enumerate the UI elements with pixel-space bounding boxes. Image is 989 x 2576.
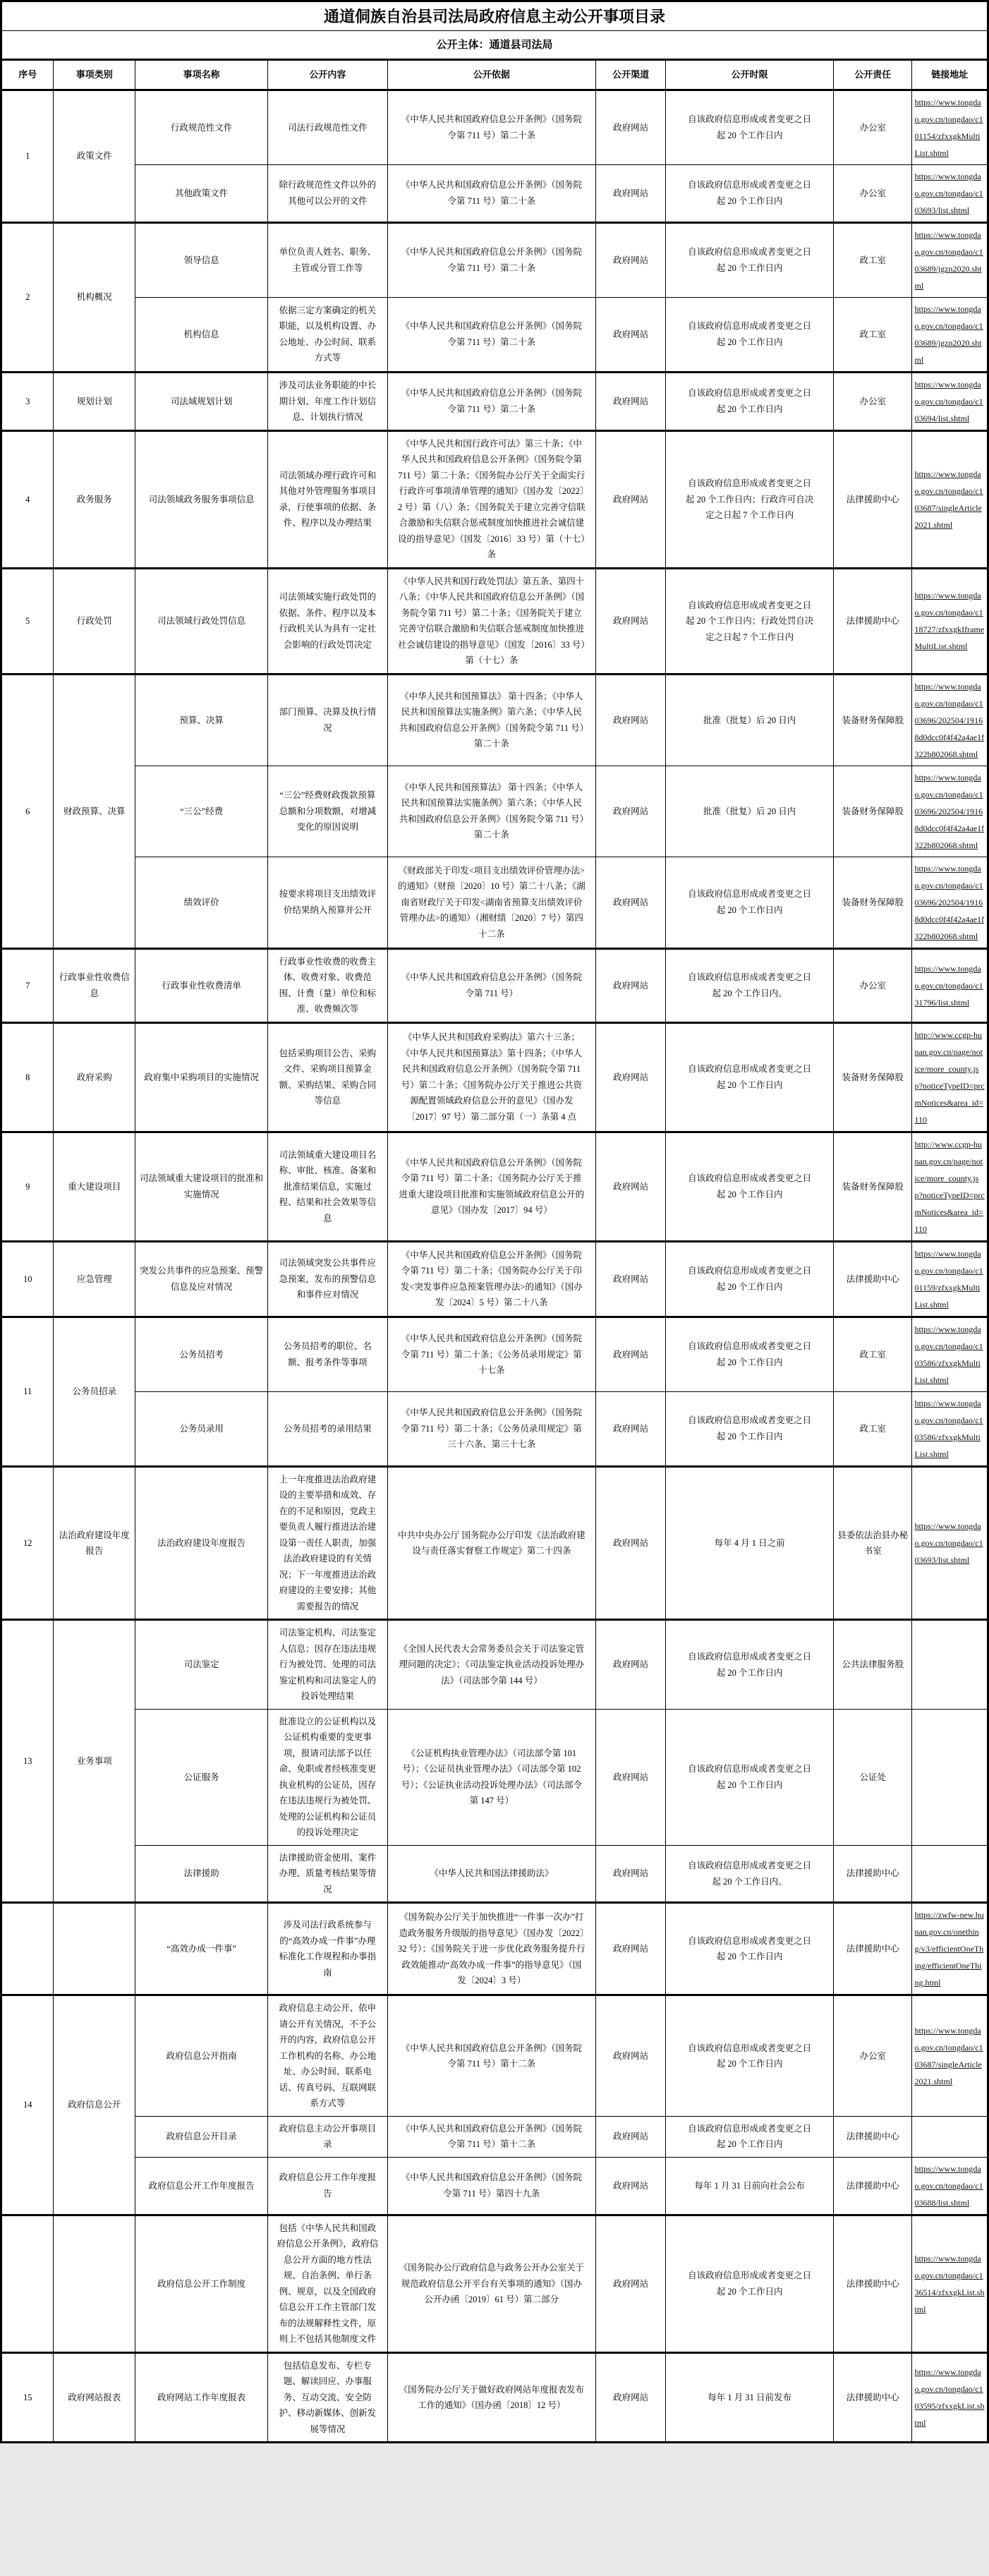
table-row <box>1 2116 988 2157</box>
item-name-cell: 政府信息公开工作年度报告 <box>135 2157 268 2215</box>
content-cell: 司法行政规范性文件 <box>268 90 387 164</box>
item-name-cell: “高效办成一件事” <box>135 1903 268 1995</box>
channel-cell: 政府网站 <box>596 1903 666 1995</box>
content-cell: 政府信息主动公开事项目录 <box>268 2116 387 2157</box>
link-cell <box>912 2157 988 2215</box>
deadline-cell: 自该政府信息形成或者变更之日起 20 个工作日内 <box>666 2215 834 2352</box>
item-name-cell: “三公”经费 <box>135 766 268 857</box>
channel-cell: 政府网站 <box>596 568 666 674</box>
item-link[interactable]: https://www.tongdao.gov.cn/tongdao/c101159/zfxxgkMultiList.shtml <box>914 1248 983 1310</box>
table-row <box>1 164 988 222</box>
category-cell: 政务服务 <box>54 430 135 568</box>
link-cell <box>912 1903 988 1995</box>
content-cell: 按要求将项目支出绩效评价结果纳入预算并公开 <box>268 857 387 948</box>
content-cell: 涉及司法业务职能的中长期计划、年度工作计划信息、计划执行情况 <box>268 372 387 430</box>
basis-cell: 《中华人民共和国预算法》 第十四条；《中华人民共和国预算法实施条例》第六条；《中华人民共和国政府信息公开条例》（国务院令第 711 号）第二十条 <box>387 766 596 857</box>
dept-cell: 公证处 <box>833 1709 912 1845</box>
deadline-cell: 自该政府信息形成或者变更之日起 20 个工作日内 <box>666 222 834 297</box>
page-title: 通道侗族自治县司法局政府信息主动公开事项目录 <box>1 1 988 31</box>
column-header-channel: 公开渠道 <box>596 60 666 90</box>
seq-cell: 9 <box>1 1132 54 1241</box>
deadline-cell: 批准（批复）后 20 日内 <box>666 674 834 766</box>
content-cell: 政府信息主动公开、依申请公开有关情况，不予公开的内容，政府信息公开工作机构的名称、办公地址、办公时间、联系电话、传真号码、互联网联系方式等 <box>268 1995 387 2117</box>
table-row <box>1 2157 988 2215</box>
basis-cell: 《中华人民共和国政府信息公开条例》（国务院令第 711 号）第二十条 <box>387 164 596 222</box>
dept-cell: 法律援助中心 <box>833 1903 912 1995</box>
item-name-cell: 法治政府建设年度报告 <box>135 1466 268 1620</box>
content-cell: 行政事业性收费的收费主体、收费对象、收费范围、计费（量）单位和标准、收费频次等 <box>268 948 387 1022</box>
subtitle-row <box>1 31 988 60</box>
link-cell <box>912 2116 988 2157</box>
channel-cell: 政府网站 <box>596 766 666 857</box>
table-row <box>1 1620 988 1710</box>
table-row <box>1 1241 988 1317</box>
basis-cell: 《中华人民共和国政府信息公开条例》（国务院令第 711 号） <box>387 948 596 1022</box>
column-header-item-name: 事项名称 <box>135 60 268 90</box>
content-cell: 司法领域实施行政处罚的依据、条件、程序以及本行政机关认为具有一定社会影响的行政处罚决定 <box>268 568 387 674</box>
deadline-cell: 自该政府信息形成或者变更之日起 20 个工作日内 <box>666 1241 834 1317</box>
category-cell: 业务事项 <box>54 1620 135 1903</box>
table-row <box>1 1022 988 1132</box>
link-cell <box>912 1466 988 1620</box>
item-name-cell: 司法域规划计划 <box>135 372 268 430</box>
dept-cell: 法律援助中心 <box>833 568 912 674</box>
basis-cell: 《中华人民共和国政府信息公开条例》（国务院令第 711 号）第二十条；《国务院办公厅关于印发<突发事件应急预案管理办法>的通知》（国办发〔2024〕5 号）第二十八条 <box>387 1241 596 1317</box>
link-cell <box>912 1241 988 1317</box>
table-row <box>1 1995 988 2117</box>
deadline-cell: 每年 4 月 1 日之前 <box>666 1466 834 1620</box>
link-cell <box>912 90 988 164</box>
dept-cell: 办公室 <box>833 90 912 164</box>
channel-cell: 政府网站 <box>596 2215 666 2352</box>
dept-cell: 县委依法治县办秘书室 <box>833 1466 912 1620</box>
item-name-cell: 政府信息公开目录 <box>135 2116 268 2157</box>
table-row <box>1 2215 988 2352</box>
category-cell: 法治政府建设年度报告 <box>54 1466 135 1620</box>
deadline-cell: 自该政府信息形成或者变更之日起 20 个工作日内 <box>666 164 834 222</box>
basis-cell: 《中华人民共和国政府信息公开条例》（国务院令第 711 号）第十二条 <box>387 2116 596 2157</box>
category-cell: 政策文件 <box>54 90 135 222</box>
seq-cell: 3 <box>1 372 54 430</box>
channel-cell: 政府网站 <box>596 1241 666 1317</box>
dept-cell: 法律援助中心 <box>833 2215 912 2352</box>
link-cell <box>912 297 988 372</box>
link-cell <box>912 1995 988 2117</box>
item-name-cell: 政府信息公开指南 <box>135 1995 268 2117</box>
table-row <box>1 948 988 1022</box>
deadline-cell: 每年 1 月 31 日前发布 <box>666 2352 834 2443</box>
item-link[interactable]: https://www.tongdao.gov.cn/tongdao/c103586/zfxxgkMultiList.shtml <box>914 1398 983 1459</box>
column-header-content: 公开内容 <box>268 60 387 90</box>
seq-cell: 12 <box>1 1466 54 1620</box>
deadline-cell: 自该政府信息形成或者变更之日起 20 个工作日内 <box>666 1620 834 1710</box>
basis-cell: 《中华人民共和国政府信息公开条例》（国务院令第 711 号）第二十条 <box>387 222 596 297</box>
basis-cell: 《中华人民共和国政府信息公开条例》（国务院令第 711 号）第二十条 <box>387 372 596 430</box>
title-row <box>1 1 988 31</box>
table-row <box>1 2352 988 2443</box>
seq-cell: 13 <box>1 1620 54 1903</box>
link-cell <box>912 164 988 222</box>
deadline-cell: 自该政府信息形成或者变更之日起 20 个工作日内。 <box>666 948 834 1022</box>
item-link[interactable]: https://www.tongdao.gov.cn/tongdao/c103687/singleArticle2021.shtml <box>914 468 983 530</box>
seq-cell: 2 <box>1 222 54 372</box>
table-row <box>1 1317 988 1391</box>
link-cell <box>912 1620 988 1710</box>
table-row <box>1 372 988 430</box>
item-name-cell: 政府信息公开工作制度 <box>135 2215 268 2352</box>
seq-cell <box>1 2215 54 2352</box>
basis-cell: 《中华人民共和国政府信息公开条例》（国务院令第 711 号）第二十条 <box>387 90 596 164</box>
basis-cell: 《公证机构执业管理办法》（司法部令第 101 号）；《公证员执业管理办法》（司法部令第 102 号）；《公证执业活动投诉处理办法》（司法部令第 147 号） <box>387 1709 596 1845</box>
item-link[interactable]: https://www.tongdao.gov.cn/tongdao/c103688/list.shtml <box>914 2163 983 2208</box>
table-row <box>1 430 988 568</box>
content-cell: 上一年度推进法治政府建设的主要举措和成效、存在的不足和原因，党政主要负责人履行推进法治建设第一责任人职责，加强法治政府建设的有关情况；下一年度推进法治政府建设的主要安排；其他需要报告的情况 <box>268 1466 387 1620</box>
deadline-cell: 自该政府信息形成或者变更之日起 20 个工作日内 <box>666 1903 834 1995</box>
deadline-cell: 自该政府信息形成或者变更之日起 20 个工作日内 <box>666 1317 834 1391</box>
content-cell: 部门预算、决算及执行情况 <box>268 674 387 766</box>
link-cell <box>912 1709 988 1845</box>
content-cell: 法律援助资金使用、案件办理、质量考核结果等情况 <box>268 1845 387 1903</box>
deadline-cell: 自该政府信息形成或者变更之日起 20 个工作日内 <box>666 1995 834 2117</box>
content-cell: 公务员招考的职位、名额、报考条件等事项 <box>268 1317 387 1391</box>
item-name-cell: 政府集中采购项目的实施情况 <box>135 1022 268 1132</box>
column-header-seq: 序号 <box>1 60 54 90</box>
link-cell <box>912 1317 988 1391</box>
deadline-cell: 自该政府信息形成或者变更之日起 20 个工作日内 <box>666 297 834 372</box>
deadline-cell: 自该政府信息形成或者变更之日起 20 个工作日内 <box>666 1132 834 1241</box>
seq-cell: 5 <box>1 568 54 674</box>
basis-cell: 《财政部关于印发<项目支出绩效评价管理办法>的通知》（财预〔2020〕10 号）第二十八条；《湖南省财政厅关于印发<湖南省预算支出绩效评价管理办法>的通知）（湘财绩〔2020〕7 号）第四十二条 <box>387 857 596 948</box>
dept-cell: 办公室 <box>833 372 912 430</box>
item-link[interactable]: https://zwfw-new.hunan.gov.cn/onething/v3/efficientOneThing/efficientOneThing.html <box>914 1910 984 1988</box>
category-cell: 机构概况 <box>54 222 135 372</box>
item-name-cell: 其他政策文件 <box>135 164 268 222</box>
link-cell <box>912 2215 988 2352</box>
channel-cell: 政府网站 <box>596 674 666 766</box>
basis-cell: 《中华人民共和国行政许可法》第三十条；《中华人民共和国政府信息公开条例》（国务院令第 711 号）第二十条；《国务院办公厅关于全面实行行政许可事项清单管理的通知》（国办发〔2022〕2 号）第（八）条；《国务院关于建立完善守信联合激励和失信联合惩戒制度加快推进社会诚信建设的指导意见》（国发〔2016〕33 号）第（十七）条 <box>387 430 596 568</box>
item-name-cell: 机构信息 <box>135 297 268 372</box>
channel-cell: 政府网站 <box>596 2157 666 2215</box>
content-cell: 单位负责人姓名、职务、主管或分管工作等 <box>268 222 387 297</box>
seq-cell: 10 <box>1 1241 54 1317</box>
table-row <box>1 568 988 674</box>
item-link[interactable]: https://www.tongdao.gov.cn/tongdao/c103696/202504/19168d0dcc0f4f42a4ae1f322b802068.shtml <box>914 863 985 941</box>
dept-cell: 公共法律服务股 <box>833 1620 912 1710</box>
content-cell: 涉及司法行政系统参与的“高效办成一件事”办理标准化工作规程和办事指南 <box>268 1903 387 1995</box>
basis-cell: 《中华人民共和国政府信息公开条例》（国务院令第 711 号）第二十条；《国务院办公厅关于推进重大建设项目批准和实施领域政府信息公开的意见》（国办发〔2017〕94 号） <box>387 1132 596 1241</box>
dept-cell: 办公室 <box>833 948 912 1022</box>
basis-cell: 《国务院办公厅政府信息与政务公开办公室关于规范政府信息公开平台有关事项的通知》（国办公开办函〔2019〕61 号）第二部分 <box>387 2215 596 2352</box>
link-cell <box>912 1845 988 1903</box>
item-name-cell: 司法领域重大建设项目的批准和实施情况 <box>135 1132 268 1241</box>
table-row <box>1 766 988 857</box>
category-cell: 政府网站报表 <box>54 2352 135 2443</box>
content-cell: 包括采购项目公告、采购文件、采购项目预算金额、采购结果、采购合同等信息 <box>268 1022 387 1132</box>
seq-cell <box>1 1903 54 1995</box>
dept-cell: 法律援助中心 <box>833 1845 912 1903</box>
channel-cell: 政府网站 <box>596 297 666 372</box>
channel-cell: 政府网站 <box>596 1132 666 1241</box>
item-link[interactable]: https://www.tongdao.gov.cn/tongdao/c103595/zfxxgkList.shtml <box>914 2367 985 2429</box>
link-cell <box>912 1132 988 1241</box>
category-cell: 财政预算、决算 <box>54 674 135 948</box>
content-cell: 包括信息发布、专栏专题、解读回应、办事服务、互动交流、安全防护、移动新媒体、创新发展等情况 <box>268 2352 387 2443</box>
item-name-cell: 突发公共事件的应急预案、预警信息及应对情况 <box>135 1241 268 1317</box>
deadline-cell: 自该政府信息形成或者变更之日起 20 个工作日内；行政许可自决定之日起 7 个工作日内 <box>666 430 834 568</box>
seq-cell: 11 <box>1 1317 54 1466</box>
dept-cell: 法律援助中心 <box>833 2116 912 2157</box>
link-cell <box>912 766 988 857</box>
dept-cell: 政工室 <box>833 1391 912 1466</box>
item-name-cell: 司法鉴定 <box>135 1620 268 1710</box>
table-row <box>1 90 988 164</box>
basis-cell: 《中华人民共和国政府采购法》第六十三条；《中华人民共和国预算法》第十四条；《中华人民共和国政府信息公开条例》（国务院令第 711 号）第二十条；《国务院办公厅关于推进公共资源配置领域政府信息公开的意见》（国办发〔2017〕97 号）第二部分第（一）条第 4 点 <box>387 1022 596 1132</box>
dept-cell: 政工室 <box>833 222 912 297</box>
link-cell <box>912 372 988 430</box>
link-cell <box>912 857 988 948</box>
content-cell: “三公”经费财政拨款预算总额和分项数额，对增减变化的原因说明 <box>268 766 387 857</box>
item-name-cell: 司法领域政务服务事项信息 <box>135 430 268 568</box>
deadline-cell: 自该政府信息形成或者变更之日起 20 个工作日内；行政处罚自决定之日起 7 个工作日内 <box>666 568 834 674</box>
content-cell: 除行政规范性文件以外的其他可以公开的文件 <box>268 164 387 222</box>
category-cell: 政府采购 <box>54 1022 135 1132</box>
item-name-cell: 预算、决算 <box>135 674 268 766</box>
deadline-cell: 自该政府信息形成或者变更之日起 20 个工作日内 <box>666 1391 834 1466</box>
channel-cell: 政府网站 <box>596 2116 666 2157</box>
seq-cell: 8 <box>1 1022 54 1132</box>
content-cell: 司法领域重大建设项目名称、审批、核准、备案和批准结果信息，实施过程、结果和社会效果等信息 <box>268 1132 387 1241</box>
deadline-cell: 自该政府信息形成或者变更之日起 20 个工作日内 <box>666 372 834 430</box>
item-link[interactable]: https://www.tongdao.gov.cn/tongdao/c103694/list.shtml <box>914 379 983 423</box>
item-name-cell: 领导信息 <box>135 222 268 297</box>
basis-cell: 《国务院办公厅关于做好政府网站年度报表发布工作的通知》（国办函〔2018〕12 号） <box>387 2352 596 2443</box>
column-header-link: 链接地址 <box>912 60 988 90</box>
deadline-cell: 自该政府信息形成或者变更之日起 20 个工作日内 <box>666 857 834 948</box>
channel-cell: 政府网站 <box>596 222 666 297</box>
basis-cell: 《中华人民共和国法律援助法》 <box>387 1845 596 1903</box>
dept-cell: 办公室 <box>833 1995 912 2117</box>
item-link[interactable]: https://www.tongdao.gov.cn/tongdao/c103693/list.shtml <box>914 171 983 215</box>
disclosure-subject: 公开主体：通道县司法局 <box>1 31 988 60</box>
column-header-deadline: 公开时限 <box>666 60 834 90</box>
dept-cell: 办公室 <box>833 164 912 222</box>
table-row <box>1 1391 988 1466</box>
table-row <box>1 1466 988 1620</box>
table-row <box>1 1845 988 1903</box>
channel-cell: 政府网站 <box>596 430 666 568</box>
category-cell: 政府信息公开 <box>54 1995 135 2215</box>
channel-cell: 政府网站 <box>596 948 666 1022</box>
item-link[interactable]: https://www.tongdao.gov.cn/tongdao/c103689/jgzn2020.shtml <box>914 229 983 291</box>
item-link[interactable]: https://www.tongdao.gov.cn/tongdao/c103693/list.shtml <box>914 1521 983 1566</box>
table-row <box>1 1132 988 1241</box>
deadline-cell: 自该政府信息形成或者变更之日起 20 个工作日内。 <box>666 1845 834 1903</box>
table-row <box>1 222 988 297</box>
table-row <box>1 857 988 948</box>
dept-cell: 装备财务保障股 <box>833 857 912 948</box>
column-header-basis: 公开依据 <box>387 60 596 90</box>
item-name-cell: 行政事业性收费清单 <box>135 948 268 1022</box>
item-name-cell: 公证服务 <box>135 1709 268 1845</box>
channel-cell: 政府网站 <box>596 2352 666 2443</box>
seq-cell: 7 <box>1 948 54 1022</box>
seq-cell: 15 <box>1 2352 54 2443</box>
basis-cell: 《中华人民共和国政府信息公开条例》（国务院令第 711 号）第二十条；《公务员录用规定》第三十六条、第三十七条 <box>387 1391 596 1466</box>
deadline-cell: 每年 1 月 31 日前向社会公布 <box>666 2157 834 2215</box>
category-cell <box>54 1903 135 1995</box>
channel-cell: 政府网站 <box>596 1845 666 1903</box>
table-row <box>1 1903 988 1995</box>
dept-cell: 政工室 <box>833 297 912 372</box>
basis-cell: 《国务院办公厅关于加快推进“一件事一次办”打造政务服务升级版的指导意见》（国办发〔2022〕32 号）；《国务院关于进一步优化政务服务提升行政效能推动“高效办成一件事”的指导意见》（国发〔2024〕3 号） <box>387 1903 596 1995</box>
basis-cell: 《中华人民共和国行政处罚法》第五条、第四十八条；《中华人民共和国政府信息公开条例》（国务院令第 711 号）第二十条；《国务院关于建立完善守信联合激励和失信联合惩戒制度加快推进社会诚信建设的指导意见》（国发〔2016〕33 号）第（十七）条 <box>387 568 596 674</box>
deadline-cell: 自该政府信息形成或者变更之日起 20 个工作日内 <box>666 90 834 164</box>
item-name-cell: 司法领域行政处罚信息 <box>135 568 268 674</box>
channel-cell: 政府网站 <box>596 1995 666 2117</box>
dept-cell: 政工室 <box>833 1317 912 1391</box>
category-cell: 应急管理 <box>54 1241 135 1317</box>
basis-cell: 《中华人民共和国政府信息公开条例》（国务院令第 711 号）第四十九条 <box>387 2157 596 2215</box>
deadline-cell: 批准（批复）后 20 日内 <box>666 766 834 857</box>
item-link[interactable]: https://www.tongdao.gov.cn/tongdao/c103687/singleArticle2021.shtml <box>914 2026 983 2087</box>
link-cell <box>912 568 988 674</box>
content-cell: 司法鉴定机构、司法鉴定人信息；因存在违法违规行为被处罚、处理的司法鉴定机构和司法鉴定人的投诉处理结果 <box>268 1620 387 1710</box>
item-link[interactable]: https://www.tongdao.gov.cn/tongdao/c131796/list.shtml <box>914 963 983 1008</box>
channel-cell: 政府网站 <box>596 857 666 948</box>
dept-cell: 法律援助中心 <box>833 430 912 568</box>
seq-cell: 14 <box>1 1995 54 2215</box>
table-row <box>1 297 988 372</box>
content-cell: 司法领域办理行政许可和其他对外管理服务事项目录，行使事项的依据、条件、程序以及办理结果 <box>268 430 387 568</box>
category-cell: 规划计划 <box>54 372 135 430</box>
table-row <box>1 674 988 766</box>
channel-cell: 政府网站 <box>596 372 666 430</box>
item-link[interactable]: https://www.tongdao.gov.cn/tongdao/c103696/202504/19168d0dcc0f4f42a4ae1f322b802068.shtml <box>914 681 985 759</box>
dept-cell: 法律援助中心 <box>833 2157 912 2215</box>
deadline-cell: 自该政府信息形成或者变更之日起 20 个工作日内 <box>666 2116 834 2157</box>
seq-cell: 6 <box>1 674 54 948</box>
dept-cell: 装备财务保障股 <box>833 766 912 857</box>
item-name-cell: 公务员录用 <box>135 1391 268 1466</box>
item-name-cell: 行政规范性文件 <box>135 90 268 164</box>
channel-cell: 政府网站 <box>596 90 666 164</box>
deadline-cell: 自该政府信息形成或者变更之日起 20 个工作日内 <box>666 1709 834 1845</box>
item-link[interactable]: http://www.ccgp-hunan.gov.cn/page/notice/more_county.jsp?noticeTypeID=prcmNotices&area_id=110 <box>914 1139 985 1234</box>
link-cell <box>912 222 988 297</box>
category-cell: 重大建设项目 <box>54 1132 135 1241</box>
table-header-row <box>1 60 988 90</box>
content-cell: 批准设立的公证机构以及公证机构重要的变更事项，报请司法部予以任命、免职或者经核准变更执业机构的公证员，因存在违法违规行为被处罚、处理的公证机构和公证员的投诉处理决定 <box>268 1709 387 1845</box>
item-link[interactable]: https://www.tongdao.gov.cn/tongdao/c103586/zfxxgkMultiList.shtml <box>914 1324 983 1385</box>
dept-cell: 法律援助中心 <box>833 1241 912 1317</box>
link-cell <box>912 430 988 568</box>
item-link[interactable]: https://www.tongdao.gov.cn/tongdao/c136514/zfxxgkList.shtml <box>914 2253 985 2314</box>
dept-cell: 装备财务保障股 <box>833 1132 912 1241</box>
category-cell <box>54 2215 135 2352</box>
item-link[interactable]: https://www.tongdao.gov.cn/tongdao/c101154/zfxxgkMultiList.shtml <box>914 97 983 158</box>
table-row <box>1 1709 988 1845</box>
item-name-cell: 政府网站工作年度报表 <box>135 2352 268 2443</box>
item-link[interactable]: https://www.tongdao.gov.cn/tongdao/c103689/jgzn2020.shtml <box>914 303 983 365</box>
basis-cell: 《中华人民共和国政府信息公开条例》（国务院令第 711 号）第二十条；《公务员录用规定》第十七条 <box>387 1317 596 1391</box>
category-cell: 行政处罚 <box>54 568 135 674</box>
basis-cell: 《中华人民共和国政府信息公开条例》（国务院令第 711 号）第十二条 <box>387 1995 596 2117</box>
item-name-cell: 公务员招考 <box>135 1317 268 1391</box>
channel-cell: 政府网站 <box>596 1620 666 1710</box>
channel-cell: 政府网站 <box>596 1466 666 1620</box>
channel-cell: 政府网站 <box>596 1709 666 1845</box>
column-header-category: 事项类别 <box>54 60 135 90</box>
item-link[interactable]: https://www.tongdao.gov.cn/tongdao/c118727/zfxxgkIframeMultiList.shtml <box>914 591 985 652</box>
category-cell: 公务员招录 <box>54 1317 135 1466</box>
column-header-dept: 公开责任 <box>833 60 912 90</box>
basis-cell: 中共中央办公厅 国务院办公厅印发《法治政府建设与责任落实督察工作规定》第二十四条 <box>387 1466 596 1620</box>
category-cell: 行政事业性收费信息 <box>54 948 135 1022</box>
item-link[interactable]: https://www.tongdao.gov.cn/tongdao/c103696/202504/19168d0dcc0f4f42a4ae1f322b802068.shtml <box>914 772 985 850</box>
link-cell <box>912 2352 988 2443</box>
item-link[interactable]: http://www.ccgp-hunan.gov.cn/page/notice/more_county.jsp?noticeTypeID=prcmNotices&area_id=110 <box>914 1029 985 1125</box>
item-name-cell: 法律援助 <box>135 1845 268 1903</box>
content-cell: 包括《中华人民共和国政府信息公开条例》，政府信息公开方面的地方性法规、自治条例、单行条例、规章，以及全国政府信息公开工作主管部门发布的法规解释性文件，原则上不包括其他制度文件 <box>268 2215 387 2352</box>
dept-cell: 装备财务保障股 <box>833 674 912 766</box>
channel-cell: 政府网站 <box>596 164 666 222</box>
channel-cell: 政府网站 <box>596 1317 666 1391</box>
dept-cell: 法律援助中心 <box>833 2352 912 2443</box>
seq-cell: 1 <box>1 90 54 222</box>
content-cell: 公务员招考的录用结果 <box>268 1391 387 1466</box>
basis-cell: 《全国人民代表大会常务委员会关于司法鉴定管理问题的决定》；《司法鉴定执业活动投诉处理办法》（司法部令第 144 号） <box>387 1620 596 1710</box>
basis-cell: 《中华人民共和国预算法》 第十四条；《中华人民共和国预算法实施条例》第六条；《中华人民共和国政府信息公开条例》（国务院令第 711 号）第二十条 <box>387 674 596 766</box>
table-body <box>1 90 988 2443</box>
content-cell: 依据三定方案确定的机关职能，以及机构设置、办公地址、办公时间、联系方式等 <box>268 297 387 372</box>
link-cell <box>912 948 988 1022</box>
link-cell <box>912 1391 988 1466</box>
content-cell: 司法领域突发公共事件应急预案，发布的预警信息和事件应对情况 <box>268 1241 387 1317</box>
dept-cell: 装备财务保障股 <box>833 1022 912 1132</box>
basis-cell: 《中华人民共和国政府信息公开条例》（国务院令第 711 号）第二十条 <box>387 297 596 372</box>
deadline-cell: 自该政府信息形成或者变更之日起 20 个工作日内 <box>666 1022 834 1132</box>
channel-cell: 政府网站 <box>596 1022 666 1132</box>
link-cell <box>912 1022 988 1132</box>
content-cell: 政府信息公开工作年度报告 <box>268 2157 387 2215</box>
item-name-cell: 绩效评价 <box>135 857 268 948</box>
seq-cell: 4 <box>1 430 54 568</box>
channel-cell: 政府网站 <box>596 1391 666 1466</box>
link-cell <box>912 674 988 766</box>
